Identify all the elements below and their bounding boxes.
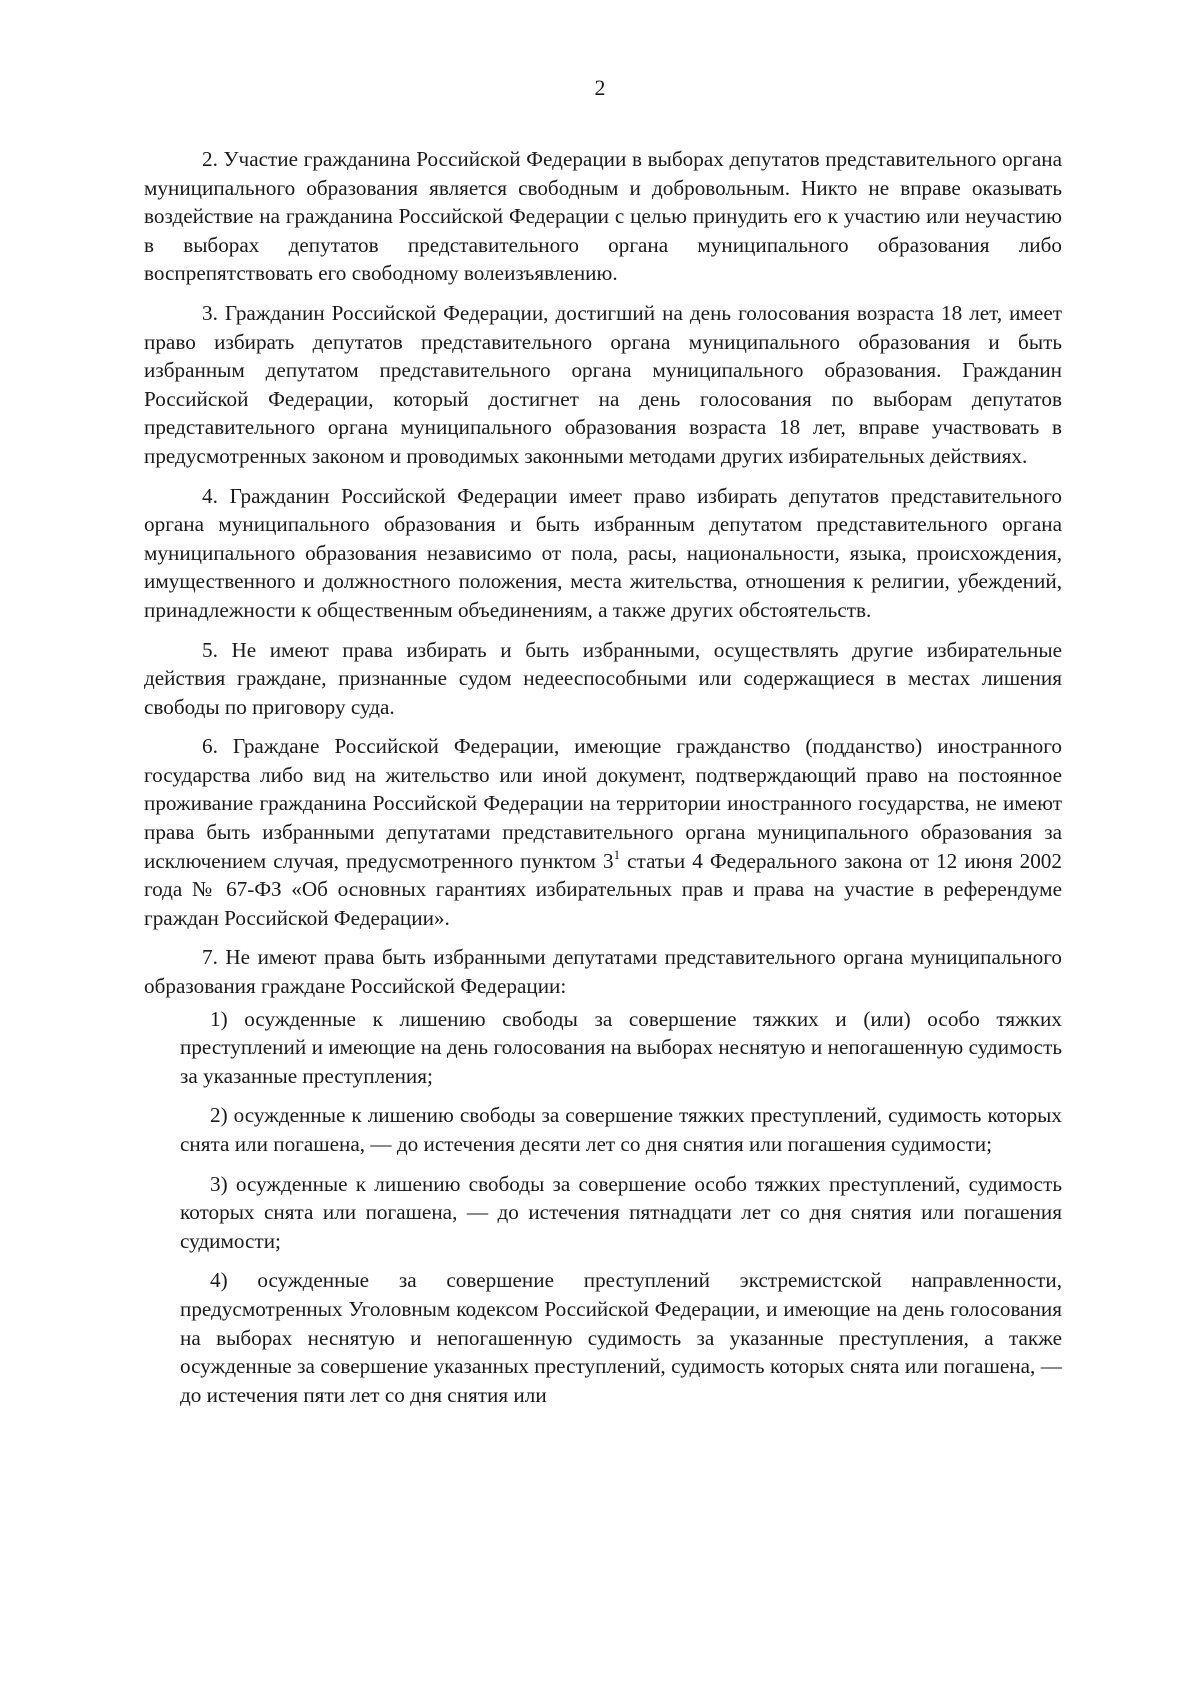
list-item-4: 4) осужденные за совершение преступлений экстремистской направленности, предусмотренных Уголовным кодексом Российской Федерации, и имеющие на день голосования на выборах неснятую и непогашенную судимость за указанные преступления, а также осужденные за совершение указанных преступлений, судимость которых снята или погашена, — до истечения пяти лет со дня снятия или	[180, 1268, 1062, 1407]
paragraph-6-text-after: статьи 4 Федерального закона от 12 июня 2002 года № 67-ФЗ «Об основных гарантиях избирательных прав и права на участие в референдуме граждан Российской Федерации».	[144, 848, 1062, 930]
paragraph-4: 4. Гражданин Российской Федерации имеет право избирать депутатов представительного органа муниципального образования и быть избранным депутатом представительного органа муниципального образования независимо от пола, расы, национальности, языка, происхождения, имущественного и должностного положения, места жительства, отношения к религии, убеждений, принадлежности к общественным объединениям, а также других обстоятельств.	[144, 483, 1062, 622]
paragraph-5: 5. Не имеют права избирать и быть избранными, осуществлять другие избирательные действия граждане, признанные судом недееспособными или содержащиеся в местах лишения свободы по приговору суда.	[144, 637, 1062, 719]
page-number: 2	[594, 75, 606, 100]
paragraph-7: 7. Не имеют права быть избранными депутатами представительного органа муниципального образования граждане Российской Федерации:	[144, 945, 1062, 999]
document-body	[144, 145, 1062, 1409]
list-item-3: 3) осужденные к лишению свободы за совершение особо тяжких преступлений, судимость которых снята или погашена, — до истечения пятнадцати лет со дня снятия или погашения судимости;	[180, 1171, 1062, 1253]
paragraph-6-superscript: 1	[613, 846, 621, 862]
paragraph-3: 3. Гражданин Российской Федерации, достигший на день голосования возраста 18 лет, имеет право избирать депутатов представительного органа муниципального образования и быть избранным депутатом представительного органа муниципального образования. Гражданин Российской Федерации, который достигнет на день голосования по выборам депутатов представительного органа муниципального образования возраста 18 лет, вправе участвовать в предусмотренных законом и проводимых законными методами других избирательных действиях.	[144, 300, 1062, 468]
paragraph-6-text-before: 6. Граждане Российской Федерации, имеющие гражданство (подданство) иностранного государства либо вид на жительство или иной документ, подтверждающий право на постоянное проживание гражданина Российской Федерации на территории иностранного государства, не имеют права быть избранными депутатами представительного органа муниципального образования за исключением случая, предусмотренного пунктом 3	[144, 734, 1062, 873]
paragraph-2: 2. Участие гражданина Российской Федерации в выборах депутатов представительного органа муниципального образования является свободным и добровольным. Никто не вправе оказывать воздействие на гражданина Российской Федерации с целью принудить его к участию или неучастию в выборах депутатов представительного органа муниципального образования либо воспрепятствовать его свободному волеизъявлению.	[144, 147, 1062, 286]
paragraph-6	[144, 732, 1062, 932]
list-item-1: 1) осужденные к лишению свободы за совершение тяжких и (или) особо тяжких преступлений и имеющие на день голосования на выборах неснятую и непогашенную судимость за указанные преступления;	[180, 1006, 1062, 1088]
list-item-2: 2) осужденные к лишению свободы за совершение тяжких преступлений, судимость которых снята или погашена, — до истечения десяти лет со дня снятия или погашения судимости;	[180, 1103, 1062, 1156]
